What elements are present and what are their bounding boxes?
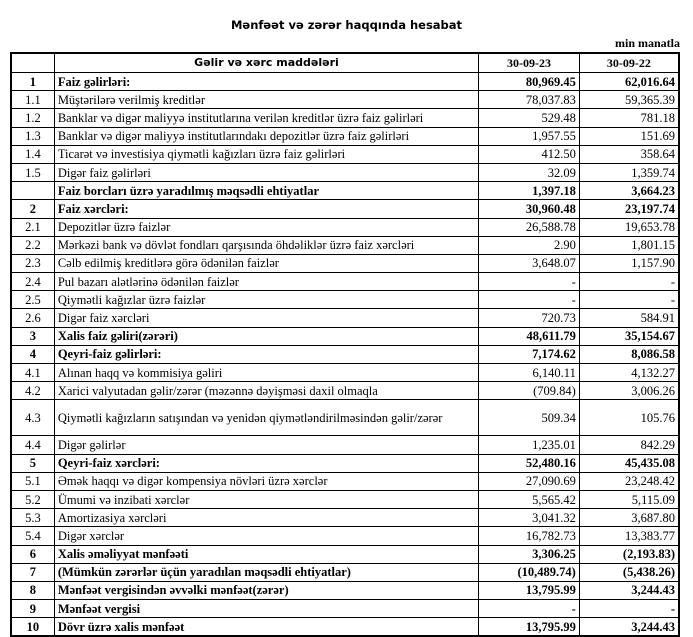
row-label: Pul bazarı alətlərinə ödənilən faizlər [54,273,478,291]
value-period-1: - [479,600,580,618]
table-row [11,327,679,345]
value-period-2: 842.29 [579,436,679,454]
row-label: Mənfəət vergisindən əvvəlki mənfəət(zərər) [54,581,478,599]
value-period-2: 23,248.42 [579,472,679,490]
table-row [11,581,679,599]
value-period-1: 16,782.73 [479,527,580,545]
report-title: Mənfəət və zərər haqqında hesabat [230,18,463,32]
value-period-1: 1,235.01 [479,436,580,454]
row-label: Qeyri-faiz gəlirləri: [54,345,478,363]
value-period-2: 358.64 [579,145,679,163]
row-label: Mənfəət vergisi [54,600,478,618]
value-period-1: 3,648.07 [479,254,580,272]
row-number: 4.1 [11,364,54,382]
table-row [11,127,679,145]
header-row [11,53,679,73]
table-row [11,91,679,109]
row-number: 4 [11,345,54,363]
value-period-1: 3,041.32 [479,509,580,527]
value-period-1: 529.48 [479,109,580,127]
table-row [11,600,679,618]
value-period-1: 509.34 [479,400,580,436]
table-row [11,291,679,309]
value-period-2: 1,801.15 [579,236,679,254]
value-period-2: 3,664.23 [579,182,679,200]
value-period-2: - [579,600,679,618]
value-period-2: - [579,273,679,291]
row-label: Dövr üzrə xalis mənfəət [54,618,478,637]
table-row [11,400,679,436]
row-number: 2.1 [11,218,54,236]
table-row [11,618,679,637]
value-period-1: 6,140.11 [479,364,580,382]
row-label: Mərkəzi bank və dövlət fondları qarşısında öhdəliklər üzrə faiz xərcləri [54,236,478,254]
row-number: 1 [11,73,54,91]
value-period-1: 13,795.99 [479,618,580,637]
header-period-1: 30-09-23 [479,53,580,73]
value-period-1: 78,037.83 [479,91,580,109]
row-number: 6 [11,545,54,563]
value-period-1: - [479,273,580,291]
table-row [11,490,679,508]
value-period-2: 3,006.26 [579,382,679,400]
row-number: 5.4 [11,527,54,545]
table-row [11,218,679,236]
row-number: 1.2 [11,109,54,127]
row-label: Xalis əməliyyat mənfəəti [54,545,478,563]
row-label: Xarici valyutadan gəlir/zərər (məzənnə dəyişməsi daxil olmaqla [54,382,478,400]
value-period-2: 3,244.43 [579,581,679,599]
row-number: 4.4 [11,436,54,454]
value-period-1: 30,960.48 [479,200,580,218]
value-period-2: 19,653.78 [579,218,679,236]
row-label: Banklar və digər maliyyə institutlarındakı depozitlər üzrə faiz gəlirləri [54,127,478,145]
row-label: Qiymətli kağızlar üzrə faizlər [54,291,478,309]
unit-label: min manatla [614,36,680,50]
row-label: Banklar və digər maliyyə institutlarına verilən kreditlər üzrə faiz gəlirləri [54,109,478,127]
value-period-1: 2.90 [479,236,580,254]
row-number: 2.2 [11,236,54,254]
row-label: Faiz borcları üzrə yaradılmış məqsədli ehtiyatlar [54,182,478,200]
table-row [11,545,679,563]
value-period-2: 1,157.90 [579,254,679,272]
value-period-1: 26,588.78 [479,218,580,236]
value-period-2: 3,687.80 [579,509,679,527]
value-period-2: 5,115.09 [579,490,679,508]
header-number [11,53,54,73]
table-row [11,200,679,218]
table-row [11,145,679,163]
value-period-1: 1,957.55 [479,127,580,145]
table-row [11,436,679,454]
row-number: 7 [11,563,54,581]
value-period-2: 3,244.43 [579,618,679,637]
table-row [11,472,679,490]
row-label: (Mümkün zərərlər üçün yaradılan məqsədli ehtiyatlar) [54,563,478,581]
row-number: 5.1 [11,472,54,490]
value-period-2: 59,365.39 [579,91,679,109]
row-number: 1.1 [11,91,54,109]
row-number: 3 [11,327,54,345]
value-period-1: 3,306.25 [479,545,580,563]
table-row [11,109,679,127]
row-number [11,182,54,200]
row-number: 2.4 [11,273,54,291]
table-row [11,454,679,472]
value-period-2: 62,016.64 [579,73,679,91]
row-label: Digər faiz gəlirləri [54,163,478,181]
value-period-1: 720.73 [479,309,580,327]
row-label: Alınan haqq və kommisiya gəliri [54,364,478,382]
value-period-2: 151.69 [579,127,679,145]
table-body [11,73,679,637]
value-period-2: 8,086.58 [579,345,679,363]
value-period-1: (709.84) [479,382,580,400]
value-period-2: (5,438.26) [579,563,679,581]
value-period-2: - [579,291,679,309]
value-period-1: 13,795.99 [479,581,580,599]
value-period-2: 23,197.74 [579,200,679,218]
row-number: 8 [11,581,54,599]
row-number: 1.4 [11,145,54,163]
table-row [11,345,679,363]
value-period-1: (10,489.74) [479,563,580,581]
value-period-1: 7,174.62 [479,345,580,363]
row-label: Digər xərclər [54,527,478,545]
row-label: Xalis faiz gəliri(zərəri) [54,327,478,345]
row-number: 5 [11,454,54,472]
table-row [11,509,679,527]
row-label: Müştərilərə verilmiş kreditlər [54,91,478,109]
value-period-2: 105.76 [579,400,679,436]
row-label: Qiymətli kağızların satışından və yenidən qiymətləndirilməsindən gəlir/zərər [54,400,478,436]
value-period-1: - [479,291,580,309]
value-period-1: 52,480.16 [479,454,580,472]
value-period-2: 1,359.74 [579,163,679,181]
row-label: Qeyri-faiz xərcləri: [54,454,478,472]
value-period-1: 48,611.79 [479,327,580,345]
value-period-1: 5,565.42 [479,490,580,508]
row-number: 4.3 [11,400,54,436]
row-label: Cəlb edilmiş kreditlərə görə ödənilən faizlər [54,254,478,272]
row-label: Faiz gəlirləri: [54,73,478,91]
value-period-2: 13,383.77 [579,527,679,545]
row-number: 2.3 [11,254,54,272]
table-row [11,309,679,327]
table-row [11,163,679,181]
value-period-1: 27,090.69 [479,472,580,490]
table-row [11,182,679,200]
table-row [11,236,679,254]
value-period-2: 781.18 [579,109,679,127]
row-number: 1.3 [11,127,54,145]
value-period-2: 4,132.27 [579,364,679,382]
row-label: Digər faiz xərcləri [54,309,478,327]
row-number: 2.5 [11,291,54,309]
row-number: 10 [11,618,54,637]
row-number: 2 [11,200,54,218]
value-period-2: 45,435.08 [579,454,679,472]
value-period-1: 32.09 [479,163,580,181]
row-number: 5.3 [11,509,54,527]
value-period-1: 1,397.18 [479,182,580,200]
table-row [11,382,679,400]
row-number: 9 [11,600,54,618]
row-label: Əmək haqqı və digər kompensiya növləri üzrə xərclər [54,472,478,490]
row-number: 5.2 [11,490,54,508]
value-period-2: 584.91 [579,309,679,327]
table-row [11,527,679,545]
row-number: 2.6 [11,309,54,327]
income-statement-table [10,52,680,637]
row-number: 1.5 [11,163,54,181]
table-row [11,73,679,91]
row-label: Depozitlər üzrə faizlər [54,218,478,236]
header-period-2: 30-09-22 [579,53,679,73]
row-label: Amortizasiya xərcləri [54,509,478,527]
row-label: Ümumi və inzibati xərclər [54,490,478,508]
table-row [11,364,679,382]
table-row [11,563,679,581]
value-period-2: (2,193.83) [579,545,679,563]
value-period-1: 80,969.45 [479,73,580,91]
header-item: Gəlir və xərc maddələri [54,53,478,73]
table-row [11,254,679,272]
table-row [11,273,679,291]
row-number: 4.2 [11,382,54,400]
row-label: Digər gəlirlər [54,436,478,454]
value-period-2: 35,154.67 [579,327,679,345]
row-label: Faiz xərcləri: [54,200,478,218]
row-label: Ticarət və investisiya qiymətli kağızları üzrə faiz gəlirləri [54,145,478,163]
value-period-1: 412.50 [479,145,580,163]
